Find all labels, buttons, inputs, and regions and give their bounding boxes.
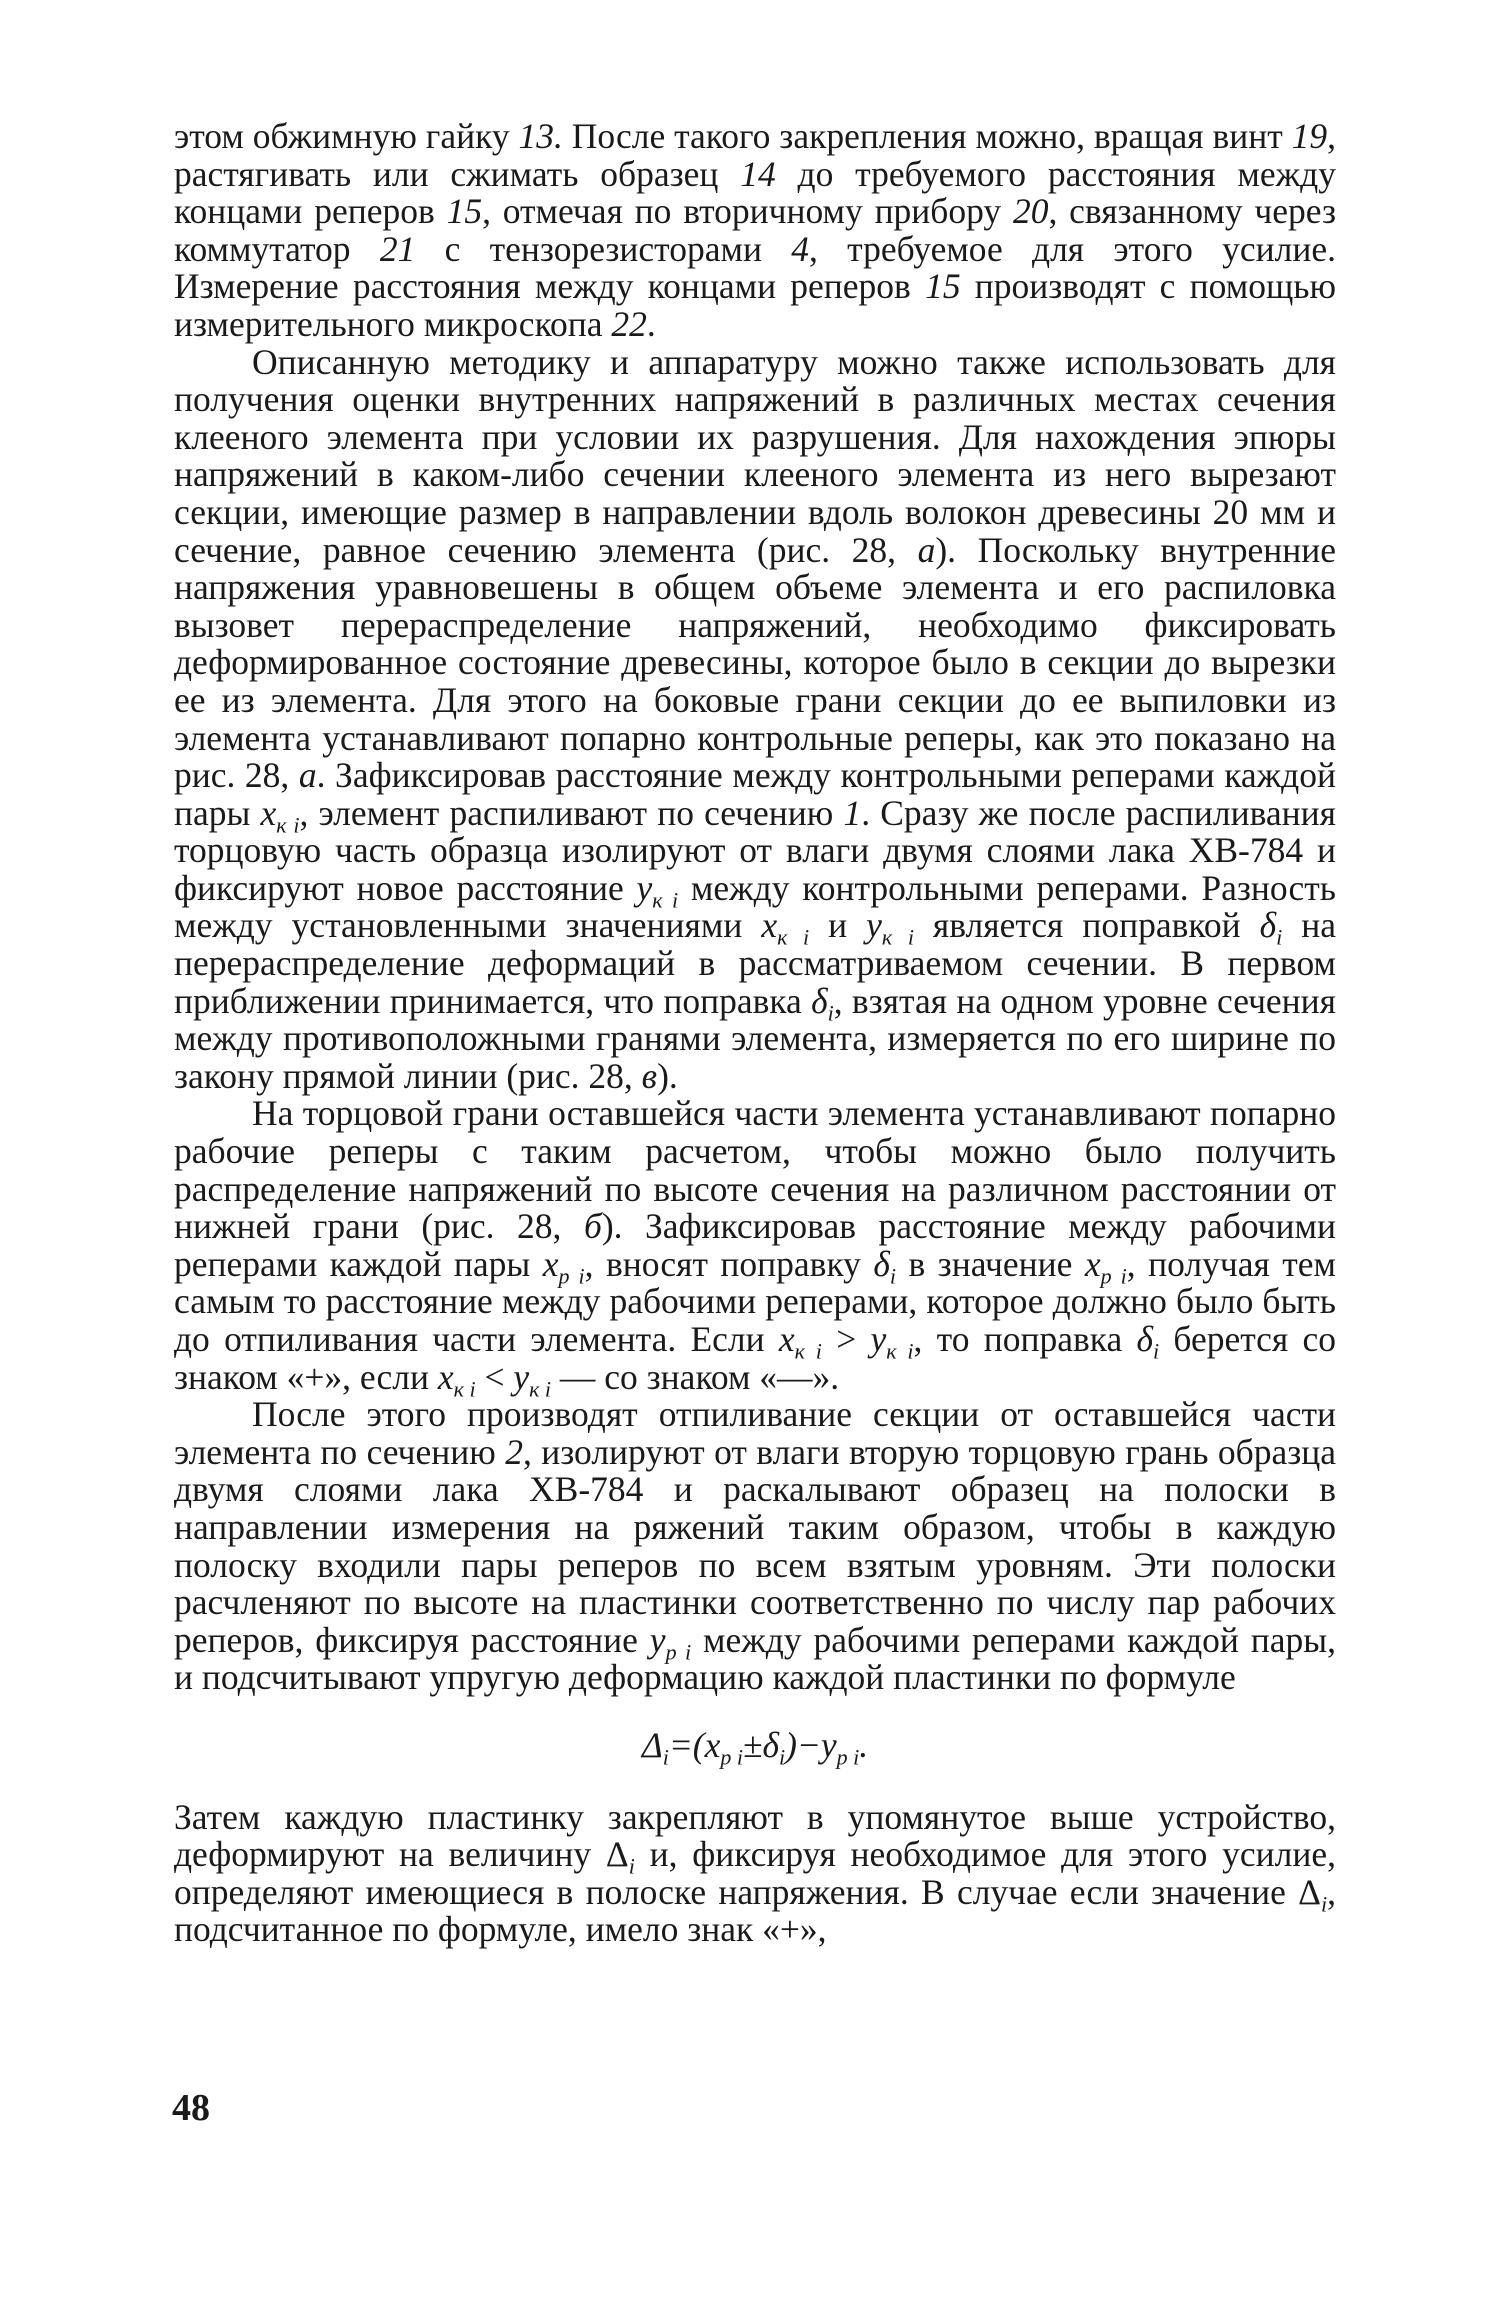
italic-text: 15	[925, 266, 961, 307]
italic-text: x	[437, 1356, 454, 1397]
italic-text: 22	[611, 303, 647, 344]
italic-text: x	[761, 905, 778, 946]
subscript-index: к i	[652, 887, 679, 913]
italic-text: 20	[1012, 191, 1049, 232]
italic-text: 15	[446, 191, 483, 232]
subscript-index: р i	[665, 1639, 692, 1665]
italic-text: 1	[843, 792, 862, 833]
paragraph-2: Описанную методику и аппаратуру можно также использовать для получения оценки внутренних напряжений в различных местах сечения клееного элемента при условии их разрушения. Для нахождения эпюры напряжений в каком-либо сечении клееного элемента из него вырезают секции, имеющие размер в направлении вдоль волокон древесины 20 мм и сечение, равное сечению элемента (рис. 28, а). Поскольку внутренние напряжения уравновешены в общем объеме элемента и его распиловка вызовет перераспределение напряжений, необходимо фиксировать деформированное состояние древесины, которое было в секции до вырезки ее из элемента. Для этого на боковые грани секции до ее выпиловки из элемента устанавливают попарно контрольные реперы, как это показано на рис. 28, а. Зафиксировав расстояние между контрольными реперами каждой пары $x_{к i}$, элемент распиливают по сечению 1. Сразу же после распиливания торцовую часть образца изолируют от влаги двумя слоями лака ХВ-784 и фиксируют новое расстояние $y_{к i}$ между контрольными реперами. Разность между установленными значениями $x_{к i}$ и $y_{к i}$ является поправкой $\delta_i$ на перераспределение деформаций в рассматриваемом сечении. В первом приближении принимается, что поправка $\delta_i$, взятая на одном уровне сечения между противоположными гранями элемента, измеряется по его ширине по закону прямой линии (рис. 28, в).	[174, 341, 1336, 1096]
subscript-index: к i	[777, 925, 810, 951]
italic-text: x	[704, 1724, 721, 1765]
subscript-index: i	[1276, 925, 1283, 951]
italic-text: 21	[379, 228, 416, 269]
subscript-index: i	[1152, 1338, 1160, 1364]
subscript-index: к i	[886, 1338, 914, 1364]
italic-text: δ	[811, 980, 828, 1021]
italic-text: в	[641, 1055, 658, 1096]
italic-text: а	[917, 529, 936, 570]
italic-text: 14	[740, 153, 776, 194]
subscript-index: к i	[794, 1338, 822, 1364]
italic-text: x	[260, 792, 277, 833]
paragraph-1: этом обжимную гайку 13. После такого закрепления можно, вращая винт 19, растягивать или сжимать образец 14 до требуемого расстояния между концами реперов 15, отмечая по вторичному прибору 20, связанному через коммутатор 21 с тензорезисторами 4, требуемое для этого усилие. Измерение расстояния между концами реперов 15 производят с помощью измерительного микроскопа 22.	[174, 116, 1336, 344]
subscript-index: р i	[720, 1744, 743, 1770]
italic-text: y	[513, 1356, 530, 1397]
subscript-index: к i	[453, 1376, 476, 1402]
italic-text: а	[298, 755, 317, 796]
subscript-index: р i	[836, 1744, 860, 1770]
formula: $\Delta_i=(x_{р i}\pm\delta_i)-y_{р i}$.	[641, 1724, 869, 1770]
subscript-index: i	[778, 1744, 786, 1770]
italic-text: б	[583, 1206, 602, 1247]
italic-text: δ	[1136, 1319, 1153, 1359]
paragraph-3: На торцовой грани оставшейся части элемента устанавливают попарно рабочие реперы с таким расчетом, чтобы можно было получить распределение напряжений по высоте сечения на различном расстоянии от нижней грани (рис. 28, б). Зафиксировав расстояние между рабочими реперами каждой пары $x_{р i}$, вносят поправку $\delta_i$ в значение $x_{р i}$, получая тем самым то расстояние между рабочими реперами, которое должно было быть до отпиливания части элемента. Если $x_{к i} > y_{к i}$, то поправка $\delta_i$ берется со знаком «+», если $x_{к i} < y_{к i}$ — со знаком «—».	[174, 1093, 1337, 1402]
subscript-index: к i	[276, 812, 300, 838]
italic-text: δ	[1259, 905, 1277, 946]
italic-text: y	[649, 1619, 666, 1660]
subscript-index: i	[628, 1853, 635, 1879]
italic-text: 19	[1291, 116, 1328, 156]
italic-text: y	[866, 905, 882, 946]
subscript-index: i	[827, 1000, 834, 1026]
subscript-index: р i	[1100, 1263, 1127, 1289]
italic-text: y	[820, 1724, 837, 1765]
italic-text: x	[778, 1319, 795, 1359]
page-number: 48	[172, 2087, 210, 2129]
subscript-index: р i	[558, 1263, 585, 1289]
subscript-index: к i	[881, 925, 914, 951]
paragraph-5: Затем каждую пластинку закрепляют в упомянутое выше устройство, деформируют на величину $\Delta_i$ и, фиксируя необходимое для этого усилие, определяют имеющиеся в полоске напряжения. В случае если значение $\Delta_i$, подсчитанное по формуле, имело знак «+»,	[174, 1796, 1336, 1950]
page-body	[174, 118, 1336, 1949]
italic-text: x	[1084, 1243, 1101, 1284]
subscript-index: i	[889, 1263, 897, 1289]
italic-text: x	[542, 1243, 559, 1284]
italic-text: y	[636, 867, 653, 908]
italic-text: δ	[873, 1243, 890, 1284]
paragraph-4: После этого производят отпиливание секции от оставшейся части элемента по сечению 2, изолируют от влаги вторую торцовую грань образца двумя слоями лака ХВ-784 и раскалывают образец на полоски в направлении измерения на ряжений таким образом, чтобы в каждую полоску входили пары реперов по всем взятым уровням. Эти полоски расчленяют по высоте на пластинки соответственно по числу пар рабочих реперов, фиксируя расстояние $y_{р i}$ между рабочими реперами каждой пары, и подсчитывают упругую деформацию каждой пластинки по формуле	[174, 1394, 1337, 1698]
subscript-index: i	[1321, 1891, 1328, 1917]
italic-text: y	[870, 1319, 887, 1359]
italic-text: 13.	[518, 116, 563, 156]
italic-text: 4	[791, 228, 809, 269]
subscript-index: i	[662, 1744, 669, 1770]
italic-text: 2	[505, 1431, 523, 1472]
subscript-index: к i	[529, 1376, 552, 1402]
